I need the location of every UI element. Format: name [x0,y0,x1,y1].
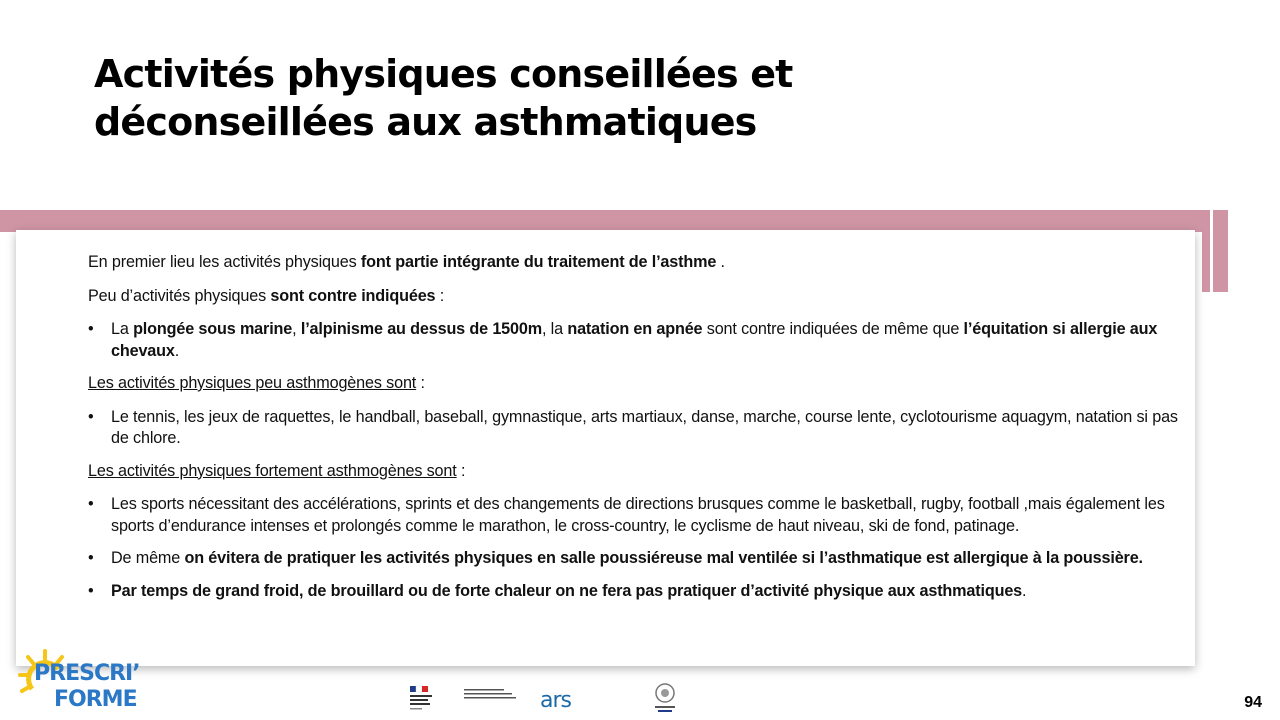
logo-line-2: FORME [54,687,137,712]
bullet-low-asthmogenic [88,407,1188,450]
text-run: Peu d’activités physiques [88,286,271,305]
text-run: . [716,253,725,271]
text-bold: sont contre indiquées [270,286,436,305]
slide-title [94,50,994,146]
text-run: sont contre indiquées de même que [702,320,964,338]
text-run: Les sports nécessitant des accélérations, sprints et des changements de directions brusques comme le basketball, rugby, football ,mais également les sports d’endurance intenses et prolongés comme le marathon, le cross-country, le cyclisme de haut niveau, ski de fond, patinage. [111,495,1165,535]
accent-bar-left [1202,210,1210,292]
text-run: : [435,286,445,305]
text-bold: font partie intégrante du traitement de l’asthme [360,253,717,271]
title-line-1: Activités physiques conseillées et [94,52,793,96]
text-run: , la [541,320,568,338]
title-line-2: déconseillées aux asthmatiques [94,100,757,144]
text-run: , [292,320,301,338]
seal-logo [650,682,680,716]
text-underlined: Les activités physiques fortement asthmogènes sont [88,461,457,480]
ars-logo-text: ars [540,688,571,713]
bullet-contraindicated [88,319,1188,362]
intro-paragraph [88,252,1188,274]
low-asthmogenic-heading [88,373,1188,395]
ars-logo [540,688,590,716]
bullet-high-asthmogenic [88,494,1188,537]
accent-band [0,210,1202,232]
page-number: 94 [1244,694,1262,711]
slide-body [88,252,1188,613]
bullet-icon: • [88,581,94,600]
text-run: : [456,461,466,480]
bullet-icon: • [88,407,94,426]
bullet-icon: • [88,320,94,338]
text-bold: natation en apnée [567,320,703,338]
bullet-icon: • [88,549,94,567]
text-bold: l’alpinisme au dessus de 1500m [300,320,542,338]
bullet-icon: • [88,495,94,513]
bullet-dusty-room [88,548,1188,570]
logo-line-1: PRESCRI’ [34,661,140,686]
text-run: En premier lieu les activités physiques [88,253,361,271]
text-bold: plongée sous marine [133,320,293,338]
text-run: La [111,320,134,338]
text-run: . [174,341,180,360]
prescriforme-logo [14,645,140,717]
text-run: De même [111,549,185,567]
text-run: : [416,374,425,392]
contraindicated-paragraph [88,286,1188,308]
accent-bar-right [1213,210,1228,292]
text-bold: on évitera de pratiquer les activités physiques en salle poussiéreuse mal ventilée si l’asthmatique est allergique à la poussière. [184,549,1143,567]
high-asthmogenic-heading [88,461,1188,483]
text-run: Le tennis, les jeux de raquettes, le handball, baseball, gymnastique, arts martiaux, danse, marche, course lente, cyclotourisme aquagym, natation si pas de chlore. [111,407,1178,447]
text-bold: l’équitation si allergie aux chevaux [111,320,1158,360]
bullet-weather [88,581,1188,603]
text-underlined: Les activités physiques peu asthmogènes sont [88,374,417,392]
text-bold: Par temps de grand froid, de brouillard ou de forte chaleur on ne fera pas pratiquer d’activité physique aux asthmatiques [111,581,1023,600]
prefet-region-logo [406,684,526,714]
text-run: . [1022,581,1027,600]
